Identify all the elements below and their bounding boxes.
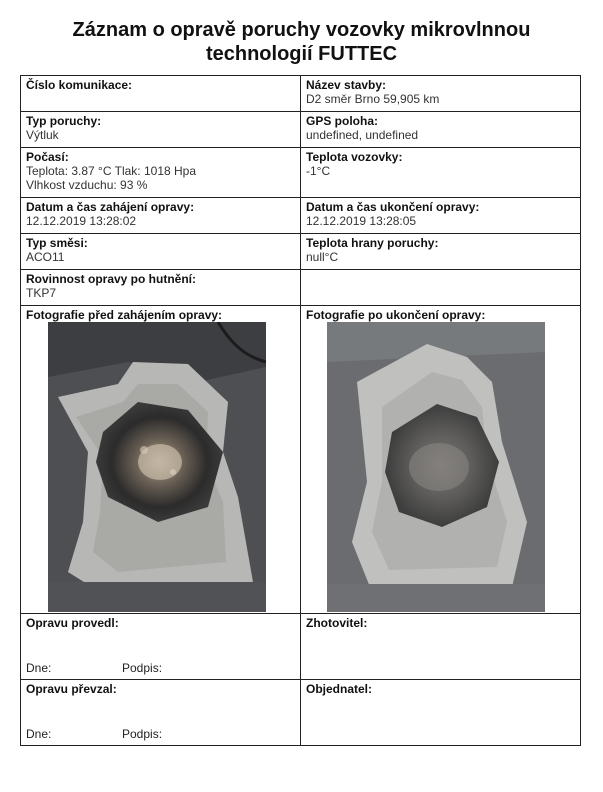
foto-po-cell xyxy=(301,306,581,614)
opravu-prevzal-date-label: Dne: xyxy=(26,727,52,741)
teplota-hrany-cell xyxy=(301,234,581,270)
typ-poruchy-value: Výtluk xyxy=(26,128,59,142)
opravu-prevzal-signature-row xyxy=(26,727,162,741)
rovinnost-cell xyxy=(21,270,301,306)
photo-before-repair xyxy=(48,322,266,612)
teplota-vozovky-label: Teplota vozovky: xyxy=(306,150,403,164)
opravu-prevzal-signature-label: Podpis: xyxy=(122,727,163,741)
typ-smesi-label: Typ směsi: xyxy=(26,236,88,250)
photo-after-repair xyxy=(327,322,545,612)
teplota-vozovky-cell xyxy=(301,148,581,198)
ukonceni-label: Datum a čas ukončení opravy: xyxy=(306,200,480,214)
opravu-provedl-signature-row xyxy=(26,661,162,675)
typ-poruchy-cell xyxy=(21,112,301,148)
empty-cell xyxy=(301,270,581,306)
typ-smesi-cell xyxy=(21,234,301,270)
teplota-hrany-label: Teplota hrany poruchy: xyxy=(306,236,439,250)
title-line-2: technologií FUTTEC xyxy=(205,43,398,65)
pocasi-label: Počasí: xyxy=(26,150,69,164)
cislo-komunikace-label: Číslo komunikace: xyxy=(26,78,133,92)
foto-pred-label: Fotografie před zahájením opravy: xyxy=(26,308,223,322)
opravu-provedl-label: Opravu provedl: xyxy=(26,616,119,630)
opravu-prevzal-label: Opravu převzal: xyxy=(26,682,117,696)
typ-poruchy-label: Typ poruchy: xyxy=(26,114,102,128)
zhotovitel-label: Zhotovitel: xyxy=(306,616,368,630)
zhotovitel-cell xyxy=(301,614,581,680)
rovinnost-label: Rovinnost opravy po hutnění: xyxy=(26,272,196,286)
rovinnost-value: TKP7 xyxy=(26,286,57,300)
opravu-provedl-date-label: Dne: xyxy=(26,661,52,675)
teplota-hrany-value: null°C xyxy=(306,250,339,264)
nazev-stavby-label: Název stavby: xyxy=(306,78,387,92)
objednatel-cell xyxy=(301,680,581,746)
pocasi-value-line2: Vlhkost vzduchu: 93 % xyxy=(26,178,148,192)
gps-poloha-value: undefined, undefined xyxy=(306,128,419,142)
repair-record-table xyxy=(20,75,581,746)
pocasi-value-line1: Teplota: 3.87 °C Tlak: 1018 Hpa xyxy=(26,164,197,178)
gps-poloha-label: GPS poloha: xyxy=(306,114,378,128)
objednatel-label: Objednatel: xyxy=(306,682,373,696)
opravu-provedl-cell xyxy=(21,614,301,680)
zahajeni-label: Datum a čas zahájení opravy: xyxy=(26,200,195,214)
zahajeni-value: 12.12.2019 13:28:02 xyxy=(26,214,137,228)
nazev-stavby-cell xyxy=(301,76,581,112)
pocasi-cell xyxy=(21,148,301,198)
teplota-vozovky-value: -1°C xyxy=(306,164,331,178)
foto-po-label: Fotografie po ukončení opravy: xyxy=(306,308,486,322)
zahajeni-cell xyxy=(21,198,301,234)
opravu-provedl-signature-label: Podpis: xyxy=(122,661,163,675)
typ-smesi-value: ACO11 xyxy=(26,250,65,264)
ukonceni-value: 12.12.2019 13:28:05 xyxy=(306,214,417,228)
foto-pred-cell xyxy=(21,306,301,614)
ukonceni-cell xyxy=(301,198,581,234)
opravu-prevzal-cell xyxy=(21,680,301,746)
document-title xyxy=(0,18,603,66)
cislo-komunikace-cell xyxy=(21,76,301,112)
nazev-stavby-value: D2 směr Brno 59,905 km xyxy=(306,92,440,106)
title-line-1: Záznam o opravě poruchy vozovky mikrovlnnou xyxy=(72,19,531,41)
gps-poloha-cell xyxy=(301,112,581,148)
